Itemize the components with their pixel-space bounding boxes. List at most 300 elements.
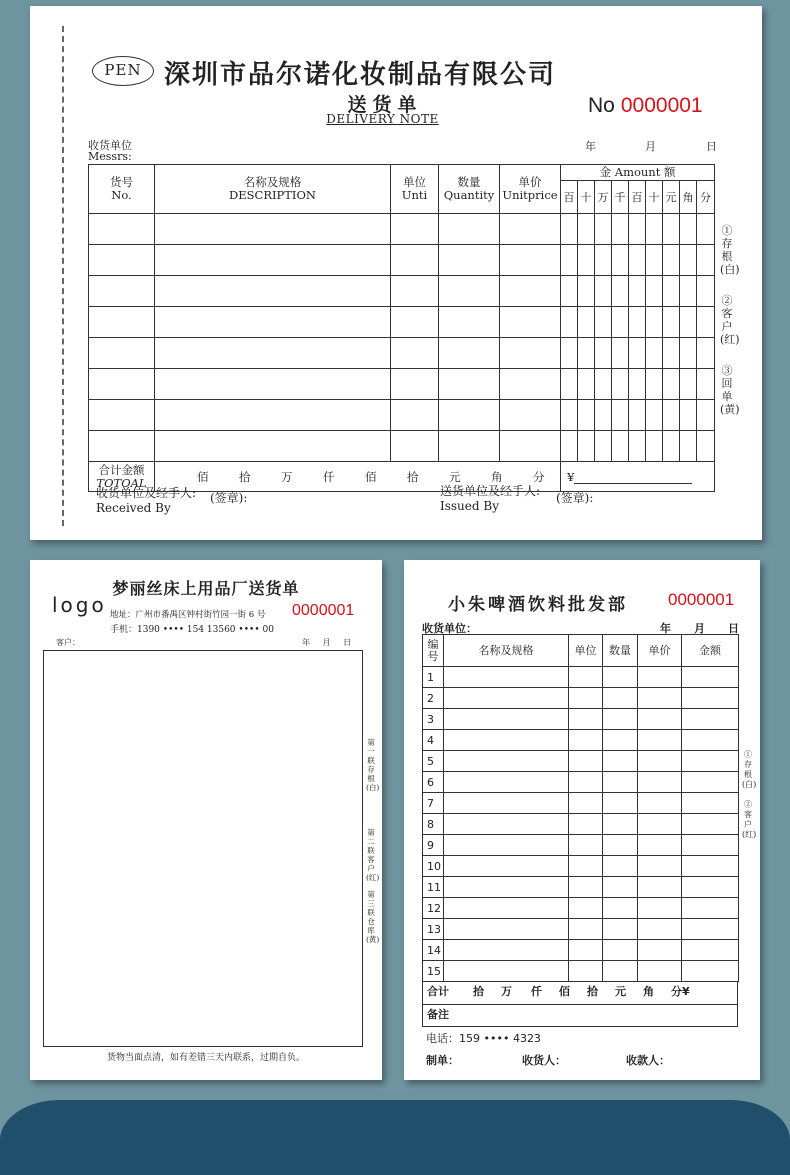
delivery-note-pen [30,6,762,540]
table-cell[interactable] [663,338,680,369]
table-cell[interactable] [682,919,739,940]
table-cell[interactable] [629,214,646,245]
sign-issued: (签章): [556,491,594,505]
table-cell[interactable] [500,431,561,462]
table-cell[interactable] [646,245,663,276]
perforation-line [62,26,64,526]
table-cell[interactable] [578,214,595,245]
table-cell[interactable] [680,369,697,400]
delivery-note-menglisi [30,560,382,1080]
table-cell[interactable] [569,835,603,856]
table-row [423,730,739,751]
row-number: 7 [423,793,444,814]
copy-3-label: ③回单(黄) [720,364,740,416]
table-row [89,338,715,369]
remark-row[interactable]: 备注 [422,1005,738,1027]
table-cell[interactable] [561,307,578,338]
table-cell[interactable] [697,245,715,276]
row-number: 1 [423,667,444,688]
row-number: 11 [423,877,444,898]
table-cell[interactable] [439,214,500,245]
received-by: 收货单位及经手人: Received By [96,486,197,515]
total-label: 合计金额 TOTOAL [89,462,155,492]
table-cell[interactable] [439,245,500,276]
table-cell[interactable] [569,751,603,772]
table-cell[interactable] [612,276,629,307]
digit-header: 角 [680,181,697,214]
col-unitprice: 单价 [638,635,682,667]
table-cell[interactable] [595,338,612,369]
row-number: 15 [423,961,444,982]
table-cell[interactable] [155,338,391,369]
col-description: 名称及规格 [444,635,569,667]
table-cell[interactable] [595,400,612,431]
row-number: 2 [423,688,444,709]
total-amount-field[interactable]: ¥ [561,462,715,492]
table-cell[interactable] [439,338,500,369]
table-cell[interactable] [697,338,715,369]
table-cell[interactable] [561,400,578,431]
copy-1-label: 第一联存根(白) [366,738,380,792]
table-cell[interactable] [155,369,391,400]
table-cell[interactable] [682,814,739,835]
table-cell[interactable] [682,877,739,898]
table-row [423,709,739,730]
table-cell[interactable] [595,245,612,276]
digit-header: 百 [561,181,578,214]
table-cell[interactable] [155,276,391,307]
table-row [89,245,715,276]
table-cell[interactable] [603,814,638,835]
row-number: 13 [423,919,444,940]
table-cell[interactable] [638,751,682,772]
table-cell[interactable] [682,898,739,919]
table-cell[interactable] [603,835,638,856]
date-day: 日 [706,140,717,153]
table-cell[interactable] [638,856,682,877]
table-cell[interactable] [500,307,561,338]
serial-value: 0000001 [292,602,355,619]
logo-placeholder: logo [52,593,107,617]
col-quantity: 数量 [603,635,638,667]
table-cell[interactable] [569,814,603,835]
table-cell[interactable] [595,214,612,245]
table-cell[interactable] [569,667,603,688]
table-cell[interactable] [569,709,603,730]
table-row [423,835,739,856]
row-number: 5 [423,751,444,772]
table-cell[interactable] [629,276,646,307]
digit-header: 百 [629,181,646,214]
customer-label: 客户： [56,638,80,647]
table-row [89,431,715,462]
table-cell[interactable] [155,307,391,338]
table-cell[interactable] [638,667,682,688]
table-cell[interactable] [663,431,680,462]
table-cell[interactable] [89,431,155,462]
row-number: 14 [423,940,444,961]
table-row [423,772,739,793]
table-cell[interactable] [569,772,603,793]
table-cell[interactable] [603,709,638,730]
table-cell[interactable] [578,338,595,369]
table-cell[interactable] [569,961,603,982]
table-cell[interactable] [500,245,561,276]
serial-value: 0000001 [668,590,735,609]
table-cell[interactable] [500,276,561,307]
serial-label: No [588,94,615,117]
table-cell[interactable] [444,688,569,709]
total-row: 合计 拾 万 仟 佰 拾 元 角 分¥ [422,981,738,1005]
table-cell[interactable] [629,431,646,462]
table-cell[interactable] [603,856,638,877]
table-cell[interactable] [391,369,439,400]
table-cell[interactable] [629,307,646,338]
table-cell[interactable] [155,214,391,245]
table-row [423,961,739,982]
table-cell[interactable] [638,814,682,835]
table-cell[interactable] [612,369,629,400]
issued-by: 送货单位及经手人: Issued By [440,484,541,513]
table-cell[interactable] [444,877,569,898]
table-cell[interactable] [391,245,439,276]
table-cell[interactable] [682,751,739,772]
col-amount: 金额 [682,635,739,667]
copy-2-label: ②客户(红) [720,294,740,346]
table-cell[interactable] [697,307,715,338]
table-cell[interactable] [439,369,500,400]
row-number: 10 [423,856,444,877]
table-row [89,214,715,245]
table-cell[interactable] [89,276,155,307]
total-in-words: 佰 拾 万 仟 佰 拾 元 角 分 [155,462,561,492]
table-cell[interactable] [680,431,697,462]
table-cell[interactable] [682,688,739,709]
table-cell[interactable] [391,400,439,431]
table-row [89,400,715,431]
table-cell[interactable] [612,338,629,369]
table-cell[interactable] [603,667,638,688]
table-cell[interactable] [612,307,629,338]
digit-header: 万 [595,181,612,214]
address: 地址：广州市番禺区钟村街竹园一街 6 号 [110,610,266,620]
copy-3-label: 第三联仓库(黄) [366,890,380,944]
table-cell[interactable] [391,307,439,338]
table-cell[interactable] [89,400,155,431]
maker-label: 制单： [426,1054,459,1067]
background-band [0,1100,790,1175]
col-number: 编号 [423,635,444,667]
digit-header: 十 [578,181,595,214]
table-cell[interactable] [603,961,638,982]
table-cell[interactable] [682,961,739,982]
table-cell[interactable] [89,245,155,276]
col-code: 货号 No. [89,165,155,214]
table-cell[interactable] [603,730,638,751]
table-cell[interactable] [697,431,715,462]
table-cell[interactable] [603,898,638,919]
table-cell[interactable] [155,431,391,462]
table-cell[interactable] [680,245,697,276]
table-row [423,688,739,709]
table-cell[interactable] [638,898,682,919]
table-cell[interactable] [569,898,603,919]
phone: 电话：159 •••• 4323 [426,1032,541,1045]
table-cell[interactable] [444,793,569,814]
table-cell[interactable] [682,835,739,856]
delivery-note-xiaozhu [404,560,760,1080]
table-cell[interactable] [578,307,595,338]
digit-header: 元 [663,181,680,214]
table-cell[interactable] [444,898,569,919]
table-cell[interactable] [444,856,569,877]
row-number: 12 [423,898,444,919]
serial-number [588,94,703,118]
table-cell[interactable] [569,940,603,961]
table-cell[interactable] [561,369,578,400]
sign-received: (签章): [210,491,248,505]
col-unitprice: 单价 Unitprice [500,165,561,214]
table-cell[interactable] [444,835,569,856]
digit-header: 十 [646,181,663,214]
table-cell[interactable] [629,338,646,369]
company-title: 梦丽丝床上用品厂送货单 [112,579,300,598]
copy-1-label: ①存根(白) [720,224,740,276]
table-cell[interactable] [391,338,439,369]
table-cell[interactable] [603,793,638,814]
digit-header: 分 [697,181,715,214]
table-cell[interactable] [500,214,561,245]
table-cell[interactable] [638,877,682,898]
serial-value: 0000001 [620,94,703,117]
col-quantity: 数量 Quantity [439,165,500,214]
table-cell[interactable] [663,307,680,338]
table-cell[interactable] [561,338,578,369]
table-cell[interactable] [603,688,638,709]
row-number: 3 [423,709,444,730]
date-month: 月 [645,140,656,153]
table-cell[interactable] [569,856,603,877]
table-cell[interactable] [595,276,612,307]
receiver-label-en: Messrs: [88,150,132,163]
note-title-cn: 送货单 [347,94,423,116]
table-cell[interactable] [638,919,682,940]
table-cell[interactable] [439,400,500,431]
table-cell[interactable] [595,307,612,338]
table-cell[interactable] [682,709,739,730]
col-unit: 单位 Unti [391,165,439,214]
table-cell[interactable] [638,961,682,982]
table-cell[interactable] [638,835,682,856]
table-cell[interactable] [439,431,500,462]
table-cell[interactable] [629,369,646,400]
table-cell[interactable] [638,772,682,793]
company-title: 小朱啤酒饮料批发部 [448,595,628,615]
table-cell[interactable] [444,667,569,688]
pen-logo: PEN [92,56,154,86]
table-cell[interactable] [444,730,569,751]
receiver-label: 收货单位： [422,622,477,635]
table-cell[interactable] [561,245,578,276]
table-cell[interactable] [682,667,739,688]
table-cell[interactable] [578,400,595,431]
table-cell[interactable] [638,940,682,961]
table-cell[interactable] [646,369,663,400]
date-day: 日 [728,622,739,635]
table-cell[interactable] [612,245,629,276]
table-cell[interactable] [680,338,697,369]
table-cell[interactable] [155,400,391,431]
copy-1-label: ①存根(白) [742,750,757,789]
table-cell[interactable] [682,856,739,877]
table-cell[interactable] [561,214,578,245]
table-cell[interactable] [697,369,715,400]
table-cell[interactable] [578,431,595,462]
table-row [423,898,739,919]
table-cell[interactable] [569,919,603,940]
table-cell[interactable] [578,276,595,307]
table-cell[interactable] [444,751,569,772]
table-cell[interactable] [646,338,663,369]
table-cell[interactable] [595,431,612,462]
table-row [89,307,715,338]
table-cell[interactable] [663,369,680,400]
table-cell[interactable] [444,961,569,982]
table-cell[interactable] [697,400,715,431]
table-row [423,814,739,835]
table-cell[interactable] [439,276,500,307]
table-cell[interactable] [578,245,595,276]
col-description: 名称及规格 DESCRIPTION [155,165,391,214]
table-cell[interactable] [612,400,629,431]
table-cell[interactable] [595,369,612,400]
table-cell[interactable] [444,772,569,793]
date-month: 月 [694,622,705,635]
date-year: 年 [585,140,596,153]
table-cell[interactable] [89,214,155,245]
table-cell[interactable] [391,431,439,462]
table-row [423,856,739,877]
table-body [89,214,715,462]
table-row [423,919,739,940]
table-cell[interactable] [682,940,739,961]
date-year: 年 [660,622,671,635]
table-cell[interactable] [569,793,603,814]
note-title-en: DELIVERY NOTE [326,112,439,126]
table-cell[interactable] [444,709,569,730]
table-row [423,793,739,814]
table-cell[interactable] [603,751,638,772]
table-cell[interactable] [444,814,569,835]
table-cell[interactable] [680,400,697,431]
table-cell[interactable] [697,276,715,307]
table-cell[interactable] [682,772,739,793]
table-cell[interactable] [89,338,155,369]
table-cell[interactable] [680,214,697,245]
row-number: 4 [423,730,444,751]
table-cell[interactable] [663,214,680,245]
table-cell[interactable] [629,245,646,276]
table-cell[interactable] [680,307,697,338]
table-cell[interactable] [444,940,569,961]
table-cell[interactable] [603,940,638,961]
copy-2-label: 第二联客户(红) [366,828,380,882]
content-area[interactable] [43,650,363,1047]
table-cell[interactable] [646,276,663,307]
table-cell[interactable] [612,431,629,462]
table-row [423,877,739,898]
table-row [423,751,739,772]
table-cell[interactable] [444,919,569,940]
col-unit: 单位 [569,635,603,667]
delivery-table [88,164,715,492]
table-cell[interactable] [638,709,682,730]
table-cell[interactable] [629,400,646,431]
copy-2-label: ②客户(红) [742,800,757,839]
table-row [89,369,715,400]
table-cell[interactable] [663,400,680,431]
table-row [89,276,715,307]
table-cell[interactable] [638,793,682,814]
goods-table [422,634,739,982]
table-cell[interactable] [682,793,739,814]
row-number: 6 [423,772,444,793]
table-cell[interactable] [612,214,629,245]
table-cell[interactable] [603,877,638,898]
payee-label: 收款人： [626,1054,670,1067]
table-cell[interactable] [500,369,561,400]
receiver-sign-label: 收货人： [522,1054,566,1067]
table-cell[interactable] [646,214,663,245]
table-cell[interactable] [391,214,439,245]
phone: 手机：1390 •••• 154 13560 •••• 00 [110,625,274,635]
table-cell[interactable] [646,431,663,462]
table-cell[interactable] [697,214,715,245]
table-cell[interactable] [569,877,603,898]
digit-header: 千 [612,181,629,214]
table-cell[interactable] [89,369,155,400]
table-cell[interactable] [603,919,638,940]
company-name: 深圳市品尔诺化妆制品有限公司 [164,60,557,90]
table-body [423,667,739,982]
table-cell[interactable] [500,338,561,369]
table-cell[interactable] [682,730,739,751]
table-cell[interactable] [603,772,638,793]
table-cell[interactable] [663,276,680,307]
table-cell[interactable] [638,688,682,709]
table-cell[interactable] [569,730,603,751]
table-cell[interactable] [439,307,500,338]
table-row [423,667,739,688]
table-cell[interactable] [561,276,578,307]
row-number: 9 [423,835,444,856]
receiver-label-cn: 收货单位 [88,139,132,152]
table-cell[interactable] [646,307,663,338]
table-cell[interactable] [500,400,561,431]
table-cell[interactable] [391,276,439,307]
table-cell[interactable] [646,400,663,431]
table-cell[interactable] [155,245,391,276]
date-label: 年 月 日 [302,638,352,647]
table-cell[interactable] [561,431,578,462]
table-cell[interactable] [569,688,603,709]
table-cell[interactable] [663,245,680,276]
table-cell[interactable] [680,276,697,307]
col-amount: 金 Amount 额 [561,165,715,181]
table-cell[interactable] [578,369,595,400]
table-cell[interactable] [89,307,155,338]
table-cell[interactable] [638,730,682,751]
